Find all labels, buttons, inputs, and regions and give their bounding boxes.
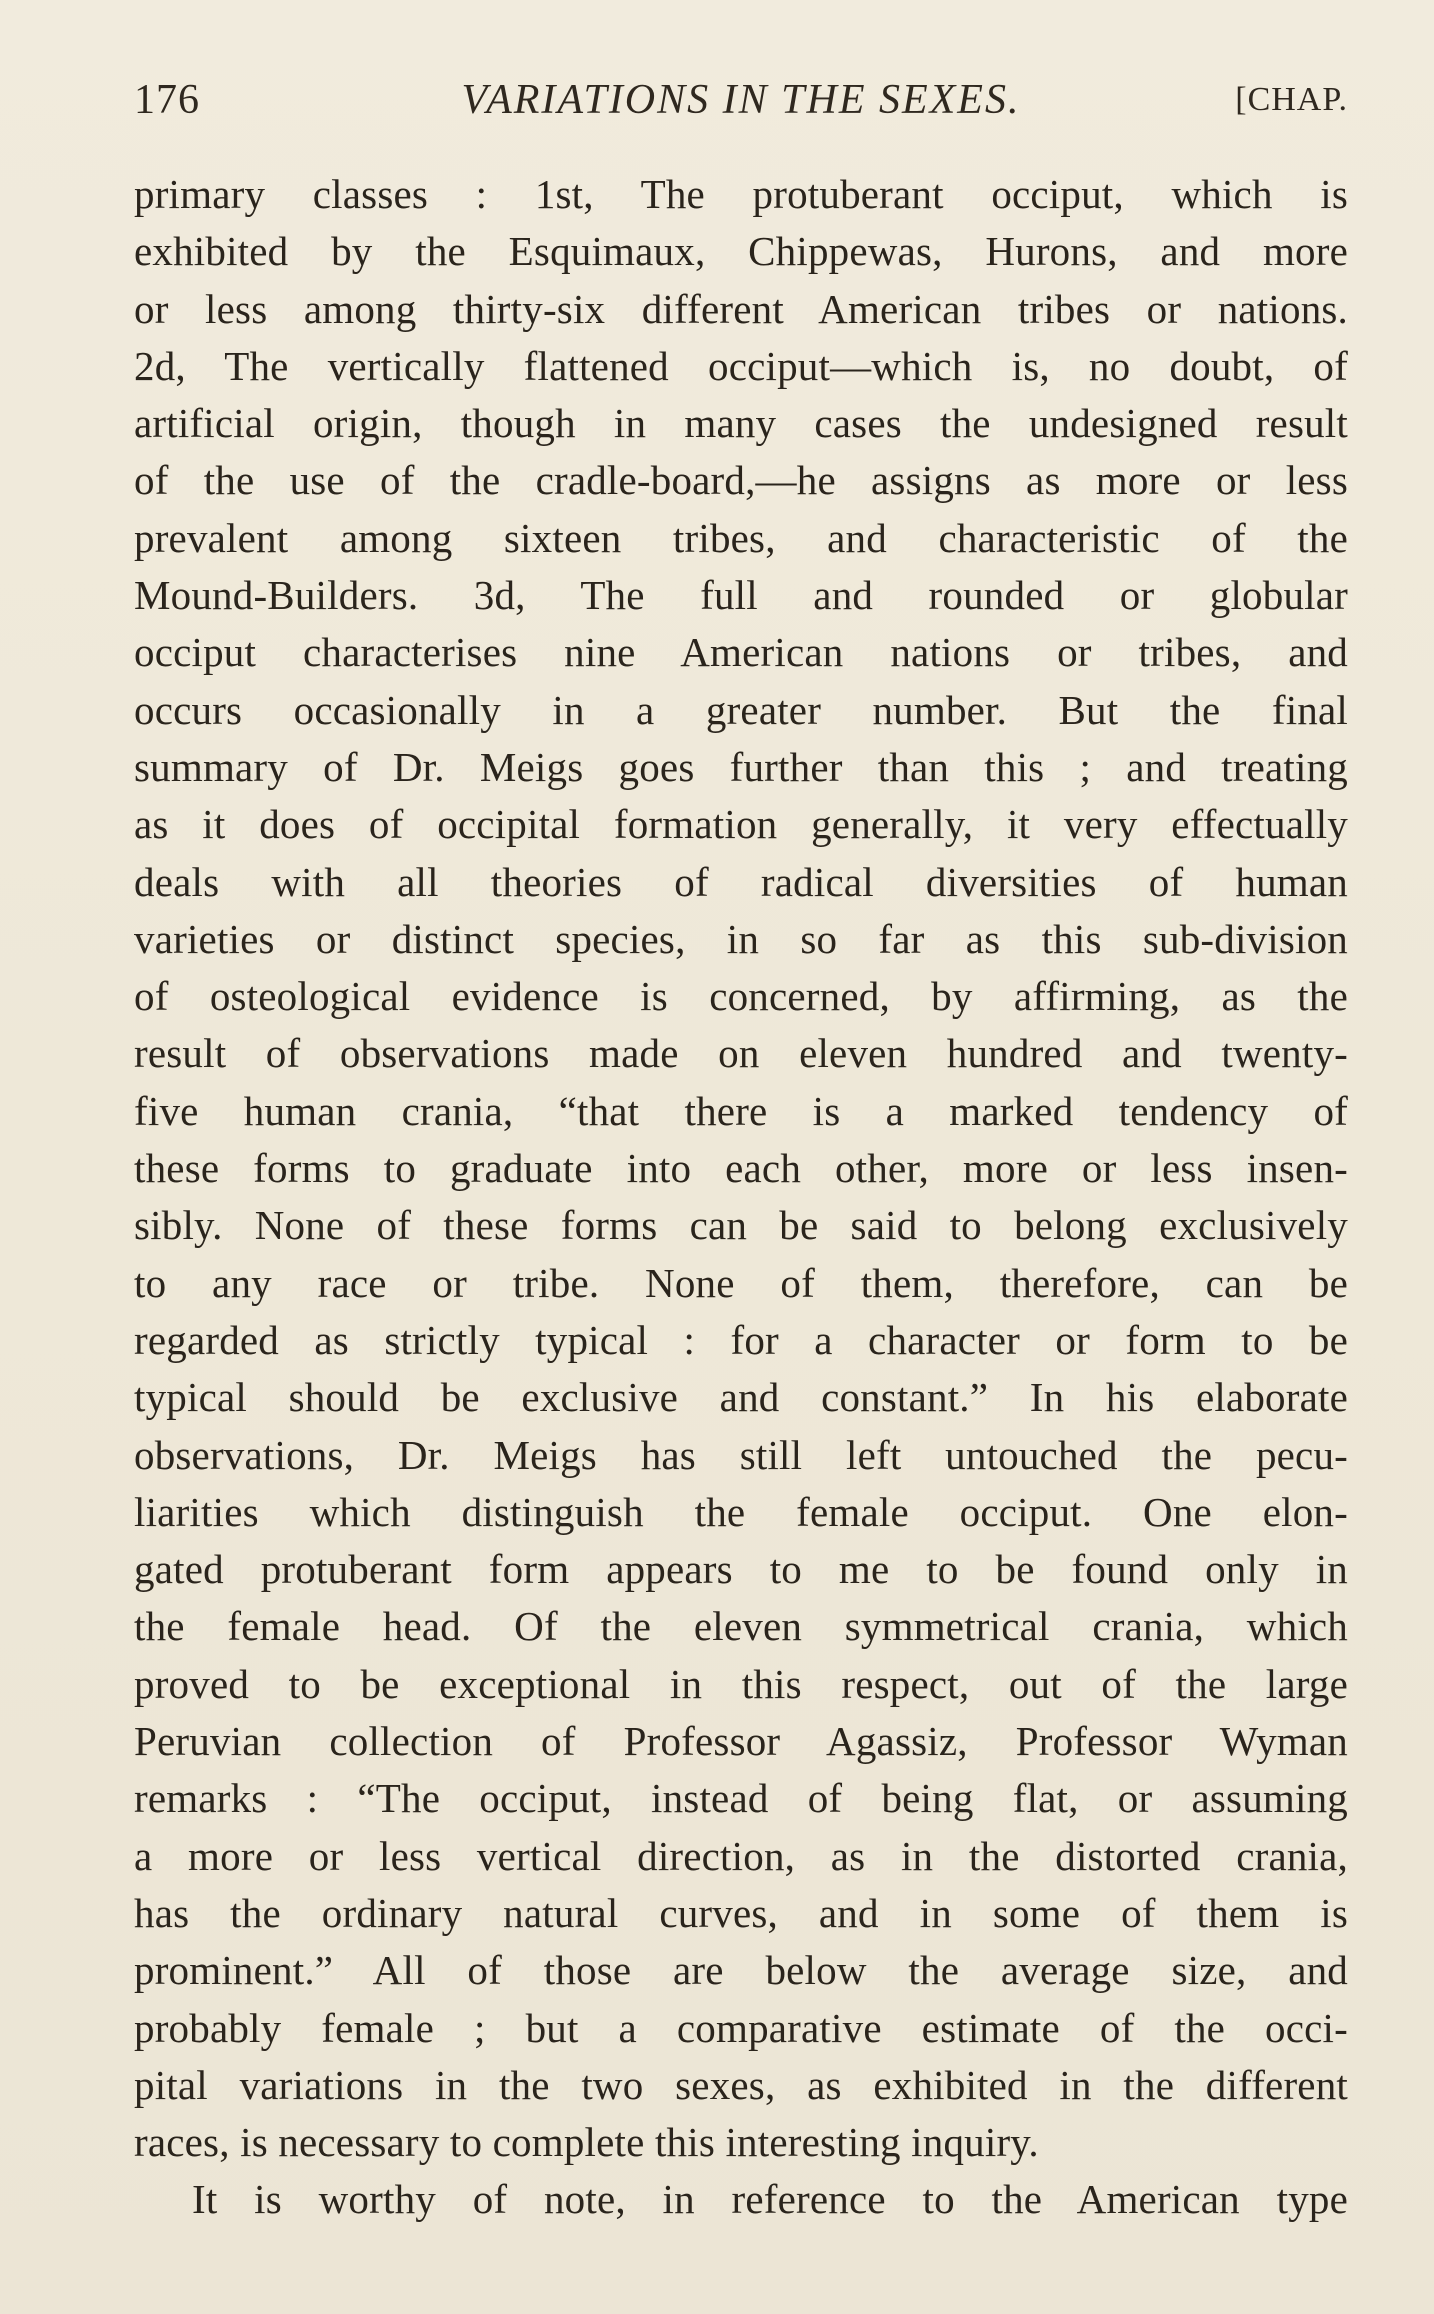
text-line: gated protuberant form appears to me to be found only in bbox=[134, 1546, 1348, 1593]
text-line: prominent.” All of those are below the average size, and bbox=[134, 1947, 1348, 1994]
text-line: as it does of occipital formation generally, it very effectually bbox=[134, 801, 1348, 848]
text-line: exhibited by the Esquimaux, Chippewas, Hurons, and more bbox=[134, 228, 1348, 275]
text-line: deals with all theories of radical diversities of human bbox=[134, 858, 1348, 905]
text-line: these forms to graduate into each other, more or less insen- bbox=[134, 1145, 1348, 1192]
text-line: races, is necessary to complete this interesting inquiry. bbox=[134, 2119, 1039, 2166]
text-line: a more or less vertical direction, as in the distorted crania, bbox=[134, 1832, 1348, 1879]
text-line: probably female ; but a comparative estimate of the occi- bbox=[134, 2004, 1348, 2051]
text-line: remarks : “The occiput, instead of being flat, or assuming bbox=[134, 1775, 1348, 1822]
text-line: occiput characterises nine American nations or tribes, and bbox=[134, 629, 1348, 676]
text-line: liarities which distinguish the female occiput. One elon- bbox=[134, 1488, 1348, 1535]
body-text bbox=[134, 166, 1348, 2229]
text-line: sibly. None of these forms can be said to belong exclusively bbox=[134, 1202, 1348, 1249]
text-line: Peruvian collection of Professor Agassiz, Professor Wyman bbox=[134, 1718, 1348, 1765]
text-line: prevalent among sixteen tribes, and characteristic of the bbox=[134, 514, 1348, 561]
text-line: the female head. Of the eleven symmetrical crania, which bbox=[134, 1603, 1348, 1650]
text-line: result of observations made on eleven hundred and twenty- bbox=[134, 1030, 1348, 1077]
text-line: has the ordinary natural curves, and in some of them is bbox=[134, 1889, 1348, 1936]
running-title: VARIATIONS IN THE SEXES. bbox=[461, 77, 1021, 123]
text-line: 2d, The vertically flattened occiput—which is, no doubt, of bbox=[134, 342, 1348, 389]
page-number: 176 bbox=[134, 77, 200, 123]
text-line: proved to be exceptional in this respect, out of the large bbox=[134, 1660, 1348, 1707]
text-line: pital variations in the two sexes, as exhibited in the different bbox=[134, 2061, 1348, 2108]
text-line: regarded as strictly typical : for a character or form to be bbox=[134, 1316, 1348, 1363]
text-line: of osteological evidence is concerned, by affirming, as the bbox=[134, 973, 1348, 1020]
running-header bbox=[134, 74, 1348, 126]
text-line: varieties or distinct species, in so far as this sub-division bbox=[134, 915, 1348, 962]
text-line: artificial origin, though in many cases the undesigned result bbox=[134, 400, 1348, 447]
text-line: primary classes : 1st, The protuberant occiput, which is bbox=[134, 171, 1348, 217]
text-line: occurs occasionally in a greater number. But the final bbox=[134, 686, 1348, 733]
text-line: five human crania, “that there is a marked tendency of bbox=[134, 1087, 1348, 1134]
text-line: of the use of the cradle-board,—he assigns as more or less bbox=[134, 457, 1348, 504]
paragraph-start-line: It is worthy of note, in reference to the American type bbox=[192, 2176, 1348, 2223]
text-line: to any race or tribe. None of them, therefore, can be bbox=[134, 1259, 1348, 1306]
text-line: typical should be exclusive and constant.” In his elaborate bbox=[134, 1374, 1348, 1421]
chapter-marker: [CHAP. bbox=[1235, 81, 1348, 118]
text-line: or less among thirty-six different American tribes or nations. bbox=[134, 285, 1348, 332]
text-line: observations, Dr. Meigs has still left untouched the pecu- bbox=[134, 1431, 1348, 1478]
text-line: summary of Dr. Meigs goes further than this ; and treating bbox=[134, 743, 1348, 790]
text-line: Mound-Builders. 3d, The full and rounded or globular bbox=[134, 572, 1348, 619]
